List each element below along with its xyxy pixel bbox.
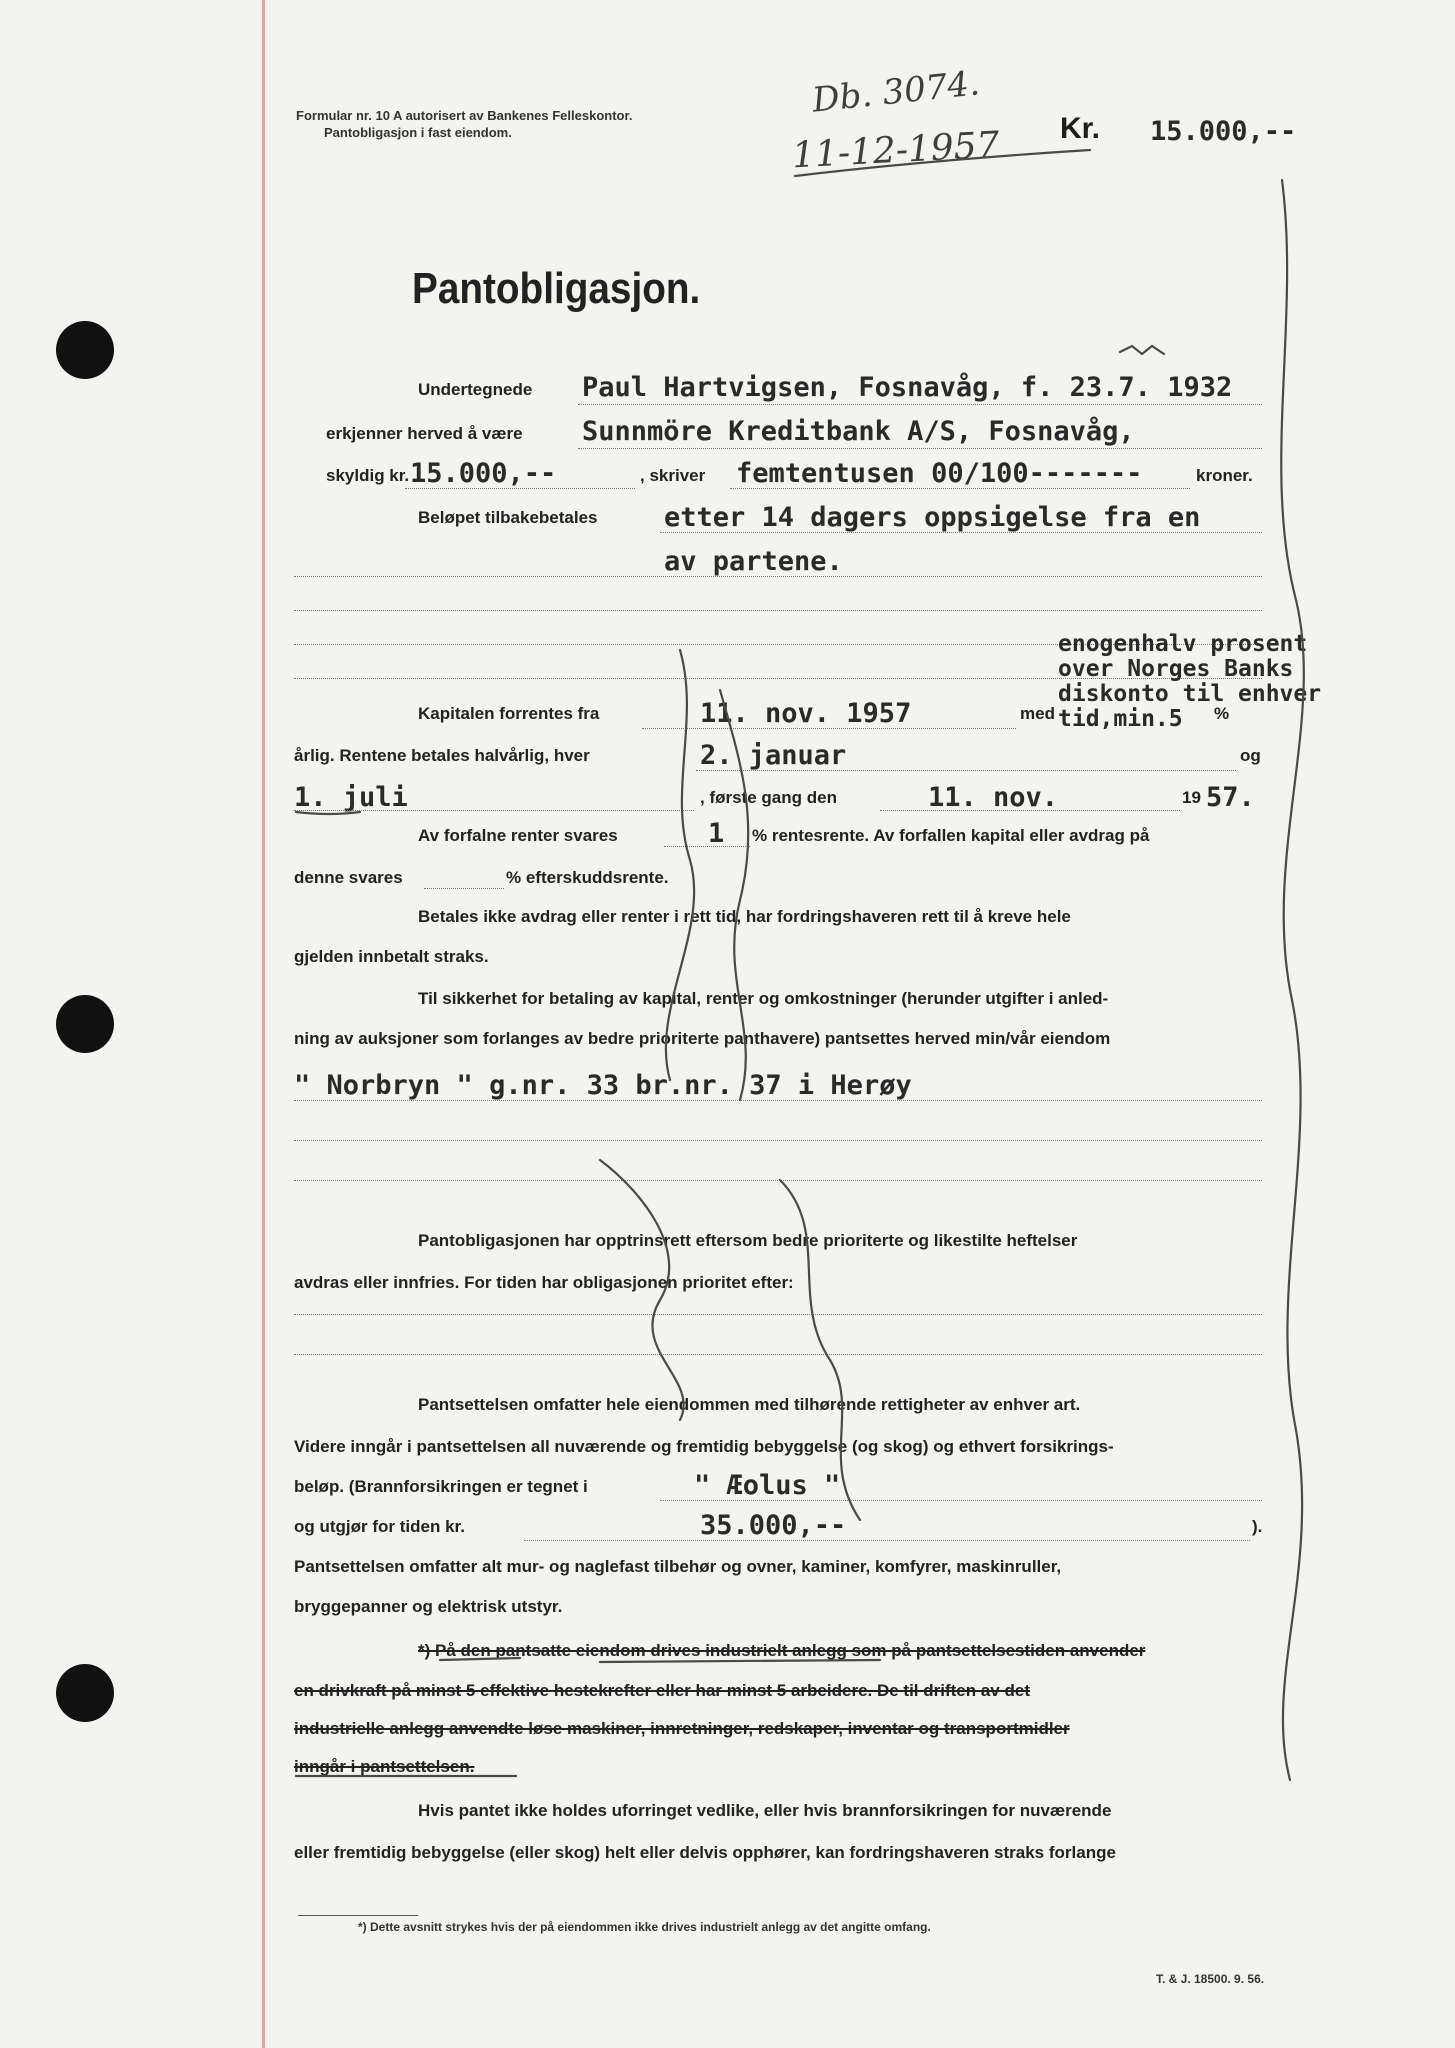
struck-clause-line3: industrielle anlegg anvendte løse maskiner, innretninger, redskaper, inventar og transportmidler bbox=[294, 1719, 1070, 1738]
security-clause-line2: ning av auksjoner som forlanges av bedre prioriterte panthavere) pantsettes herved min/vår eiendom bbox=[294, 1029, 1111, 1048]
interest-date-2: 1. juli bbox=[294, 782, 408, 813]
forste-label: , første gang den bbox=[700, 788, 837, 807]
rentesrente-label: % rentesrente. Av forfallen kapital eller avdrag på bbox=[752, 826, 1150, 845]
archive-date: 11-12-1957 bbox=[791, 124, 1001, 177]
priority-clause-line1: Pantobligasjonen har opptrinsrett eftersom bedre prioriterte og likestilte heftelser bbox=[418, 1231, 1078, 1250]
interest-from-date: 11. nov. 1957 bbox=[700, 698, 912, 729]
skyldig-label: skyldig kr. bbox=[326, 466, 410, 485]
interest-date-1: 2. januar bbox=[700, 740, 847, 771]
arlig-label: årlig. Rentene betales halvårlig, hver bbox=[294, 746, 590, 765]
amount-in-words: femtentusen 00/100------- bbox=[736, 458, 1143, 489]
debtor-name: Paul Hartvigsen, Fosnavåg, f. 23.7. 1932 bbox=[582, 372, 1233, 403]
amount-label: Kr. bbox=[1060, 112, 1101, 145]
scope-clause-line2: Videre inngår i pantsettelsen all nuværende og fremtidig bebyggelse (og skog) og ethvert forsikrings- bbox=[294, 1437, 1114, 1456]
priority-clause-line2: avdras eller innfries. For tiden har obligasjonen prioritet efter: bbox=[294, 1273, 794, 1292]
percent-sign: % bbox=[1214, 704, 1230, 723]
med-label: med bbox=[1020, 704, 1055, 723]
efterskudd-label: % efterskuddsrente. bbox=[506, 868, 669, 887]
insurer-name: " Æolus " bbox=[694, 1470, 841, 1501]
creditor-name: Sunnmöre Kreditbank A/S, Fosnavåg, bbox=[582, 416, 1135, 447]
document-title: Pantobligasjon. bbox=[412, 264, 701, 313]
security-clause-line1: Til sikkerhet for betaling av kapital, renter og omkostninger (herunder utgifter i anled- bbox=[418, 989, 1109, 1008]
struck-clause-line2: en drivkraft på minst 5 effektive hestekrefter eller har minst 5 arbeidere. De til driften av det bbox=[294, 1681, 1030, 1700]
title-flourish bbox=[1120, 346, 1164, 354]
erkjenner-label: erkjenner herved å være bbox=[326, 424, 523, 443]
kapitalen-label: Kapitalen forrentes fra bbox=[418, 704, 600, 723]
rate-line4: tid,min.5 bbox=[1058, 706, 1183, 732]
rate-line3: diskonto til enhver bbox=[1058, 681, 1322, 707]
maintenance-clause-line1: Hvis pantet ikke holdes uforringet vedlike, eller hvis brannforsikringen for nuværende bbox=[418, 1801, 1112, 1820]
form-header-line2: Pantobligasjon i fast eiendom. bbox=[324, 125, 512, 140]
maintenance-clause-line2: eller fremtidig bebyggelse (eller skog) helt eller delvis opphører, kan fordringshaveren straks forlange bbox=[294, 1843, 1116, 1862]
diagonal-note-2 bbox=[600, 1160, 684, 1420]
form-header-line1: Formular nr. 10 A autorisert av Bankenes Felleskontor. bbox=[296, 108, 633, 123]
penalty-interest: 1 bbox=[708, 818, 725, 849]
skyldig-value: 15.000,-- bbox=[410, 458, 557, 489]
repayment-terms-line1: etter 14 dagers oppsigelse fra en bbox=[664, 502, 1201, 533]
undertegnede-label: Undertegnede bbox=[418, 380, 533, 399]
amount-value: 15.000,-- bbox=[1150, 116, 1297, 147]
scope-clause-line1: Pantsettelsen omfatter hele eiendommen med tilhørende rettigheter av enhver art. bbox=[418, 1395, 1081, 1414]
fixtures-clause-line2: bryggepanner og elektrisk utstyr. bbox=[294, 1597, 563, 1616]
first-payment-date: 11. nov. bbox=[928, 782, 1059, 813]
belop-label: Beløpet tilbakebetales bbox=[418, 508, 598, 527]
first-payment-year: 57. bbox=[1206, 782, 1255, 813]
fixtures-clause-line1: Pantsettelsen omfatter alt mur- og naglefast tilbehør og ovner, kaminer, komfyrer, maskinruller, bbox=[294, 1557, 1062, 1576]
diagonal-note-1 bbox=[666, 650, 694, 1080]
property-description: " Norbryn " g.nr. 33 br.nr. 37 i Herøy bbox=[294, 1070, 912, 1101]
default-clause-line2: gjelden innbetalt straks. bbox=[294, 947, 489, 966]
denne-label: denne svares bbox=[294, 868, 403, 887]
repayment-terms-line2: av partene. bbox=[664, 546, 843, 577]
scope-clause-line3: beløp. (Brannforsikringen er tegnet i bbox=[294, 1477, 588, 1496]
archive-ref: Db. 3074. bbox=[810, 63, 982, 121]
kroner-label: kroner. bbox=[1196, 466, 1253, 485]
default-clause-line1: Betales ikke avdrag eller renter i rett tid, har fordringshaveren rett til å kreve hele bbox=[418, 907, 1071, 926]
struck-clause-line4: inngår i pantsettelsen. bbox=[294, 1757, 475, 1776]
rate-line2: over Norges Banks bbox=[1058, 656, 1294, 682]
skriver-label: , skriver bbox=[640, 466, 706, 485]
insured-value: 35.000,-- bbox=[700, 1510, 847, 1541]
rate-line1: enogenhalv prosent bbox=[1058, 631, 1308, 657]
insured-value-end: ). bbox=[1252, 1517, 1263, 1536]
archive-date-underline bbox=[795, 150, 1090, 176]
forfalne-label: Av forfalne renter svares bbox=[418, 826, 618, 845]
year-prefix: 19 bbox=[1182, 788, 1201, 807]
og-label: og bbox=[1240, 746, 1261, 765]
right-wave-line bbox=[1281, 180, 1304, 1780]
struck-clause-line1: *) På den pantsatte eiendom drives industrielt anlegg som på pantsettelsestiden anvender bbox=[418, 1641, 1146, 1660]
footnote: *) Dette avsnitt strykes hvis der på eiendommen ikke drives industrielt anlegg av det angitte omfang. bbox=[358, 1920, 931, 1934]
insured-value-label: og utgjør for tiden kr. bbox=[294, 1517, 465, 1536]
printer-mark: T. & J. 18500. 9. 56. bbox=[1156, 1972, 1265, 1986]
